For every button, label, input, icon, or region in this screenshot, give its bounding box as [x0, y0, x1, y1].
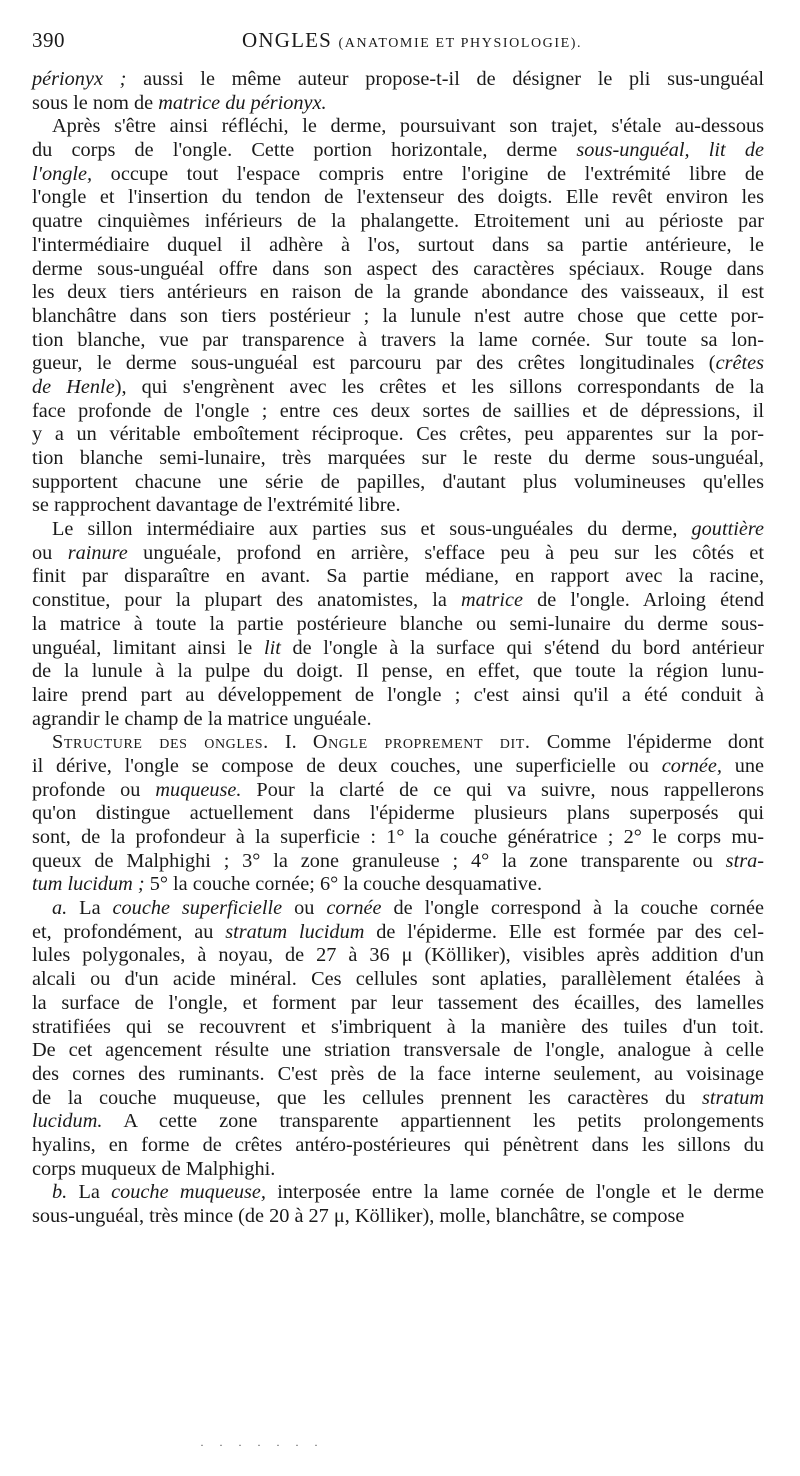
text-span: gueur, le derme sous-unguéal est parcouru par des crêtes longitudinales (	[32, 352, 716, 375]
text-line	[32, 1016, 764, 1040]
italic-span: stratum	[702, 1086, 764, 1109]
text-line	[32, 376, 764, 400]
text-span: aussi le même auteur propose-t-il de désigner le pli sus-unguéal	[126, 68, 764, 90]
text-span: Comme l'épiderme dont	[530, 731, 764, 754]
text-span: unguéal, limitant ainsi le	[32, 636, 264, 659]
text-span: tion blanche, vue par transparence à travers la lame cornée. Sur toute sa lon-	[32, 328, 764, 351]
italic-span: sous-unguéal, lit de	[576, 139, 764, 162]
text-span: La	[67, 1181, 112, 1204]
text-span: il dérive, l'ongle se compose de deux couches, une superficielle ou	[32, 754, 662, 777]
italic-span: muqueuse.	[155, 778, 242, 801]
text-span: agrandir le champ de la matrice unguéale.	[32, 707, 372, 730]
text-line	[32, 471, 764, 495]
italic-span: lit	[263, 636, 281, 659]
italic-span: couche muqueuse,	[111, 1181, 267, 1204]
text-span: corps muqueux de Malphighi.	[32, 1157, 276, 1180]
text-line	[32, 139, 764, 163]
text-span: Pour la clarté de ce qui va suivre, nous rappellerons	[241, 778, 765, 801]
text-span: et, profondément, au	[32, 920, 226, 943]
text-line	[32, 1087, 764, 1111]
text-line	[32, 447, 764, 471]
italic-span: stratum lucidum	[225, 920, 365, 943]
text-span: de l'ongle correspond à la couche cornée	[381, 897, 764, 920]
text-span: Après s'être ainsi réfléchi, le derme, poursuivant son trajet, s'étale au-dessous	[52, 115, 764, 138]
italic-span: l'ongle,	[32, 162, 93, 185]
running-title	[242, 28, 582, 53]
text-span: occupe tout l'espace compris entre l'origine de l'extrémité libre de	[92, 162, 764, 185]
text-span: y a un véritable emboîtement réciproque. Ces crêtes, peu apparentes sur la por-	[32, 423, 764, 446]
text-line	[32, 115, 764, 139]
text-line	[32, 234, 764, 258]
text-span: face profonde de l'ongle ; entre ces deux sortes de saillies et de dépressions, il	[32, 399, 764, 422]
text-span: unguéale, profond en arrière, s'efface peu à peu sur les côtés et	[127, 541, 764, 564]
text-line	[32, 637, 764, 661]
text-line	[32, 1063, 764, 1087]
text-span: alcali ou d'un acide minéral. Ces cellules sont aplaties, parallèlement étalées à	[32, 968, 764, 991]
text-line	[32, 589, 764, 613]
text-span: l'ongle et l'insertion du tendon de l'extenseur des doigts. Elle revêt environ les	[32, 186, 764, 209]
text-span: la surface de l'ongle, et forment par leur tassement des écailles, des lamelles	[32, 991, 764, 1014]
text-line	[32, 731, 764, 755]
text-line	[32, 210, 764, 234]
text-line	[32, 518, 764, 542]
text-span: tion blanche semi-lunaire, très marquées sur le reste du derme sous-unguéal,	[32, 447, 764, 469]
text-span: de l'épiderme. Elle est formée par des cel-	[364, 920, 764, 943]
text-span: Le sillon intermédiaire aux parties sus et sous-unguéales du derme,	[52, 518, 692, 541]
text-line	[32, 329, 764, 353]
italic-span: de Henle	[32, 375, 115, 398]
text-line	[32, 897, 764, 921]
text-span: supportent chacune une série de papilles, d'autant plus volumineuses qu'elles	[32, 470, 764, 493]
text-line	[32, 613, 764, 637]
text-line	[32, 92, 764, 116]
text-line	[32, 708, 764, 732]
text-line	[32, 873, 764, 897]
italic-span: gouttière	[691, 518, 764, 541]
text-span: I.	[268, 731, 313, 754]
italic-span: couche superficielle	[112, 897, 283, 920]
italic-span: crêtes	[715, 352, 764, 375]
text-span: des cornes des ruminants. C'est près de la face interne seulement, au voisinage	[32, 1062, 764, 1085]
italic-span: matrice	[461, 589, 523, 612]
text-span: blanchâtre dans son tiers postérieur ; la lunule n'est autre chose que cette por-	[32, 304, 764, 327]
text-span: hyalins, en forme de crêtes antéro-postérieures qui pénètrent dans les sillons du	[32, 1133, 764, 1156]
text-line	[32, 992, 764, 1016]
text-span: sous-unguéal, très mince (de 20 à 27 μ, Kölliker), molle, blanchâtre, se compose	[32, 1205, 685, 1227]
text-span: se rapprochent davantage de l'extrémité libre.	[32, 494, 401, 517]
text-span: La	[67, 897, 113, 920]
text-span: A cette zone transparente appartiennent les petits prolongements	[102, 1110, 764, 1133]
text-span: du corps de l'ongle. Cette portion horizontale, derme	[32, 139, 577, 162]
text-line	[32, 423, 764, 447]
text-span: les deux tiers antérieurs en raison de la grande abondance des vaisseaux, il est	[32, 281, 764, 304]
italic-span: tum lucidum ;	[32, 873, 145, 896]
text-span: derme sous-unguéal offre dans son aspect des caractères spéciaux. Rouge dans	[32, 257, 764, 280]
text-line	[32, 1110, 764, 1134]
italic-span: cornée	[326, 897, 382, 920]
italic-span: rainure	[67, 541, 128, 564]
text-span: finit par disparaître en avant. Sa partie médiane, en rapport avec la racine,	[32, 565, 764, 588]
text-line	[32, 186, 764, 210]
text-span: de l'ongle à la surface qui s'étend du bord antérieur	[280, 636, 764, 659]
text-line	[32, 826, 764, 850]
text-line	[32, 684, 764, 708]
running-title-subtitle: (ANATOMIE ET PHYSIOLOGIE).	[338, 36, 583, 51]
italic-span: a.	[52, 897, 68, 920]
text-span: constitue, pour la plupart des anatomistes, la	[32, 589, 462, 612]
text-span: lules polygonales, à noyau, de 27 à 36 μ (Kölliker), visibles après addition d'un	[32, 944, 764, 967]
text-line	[32, 565, 764, 589]
text-span: de l'ongle. Arloing étend	[522, 589, 764, 612]
italic-span: lucidum.	[32, 1110, 103, 1133]
text-span: une	[721, 754, 765, 777]
text-span: l'intermédiaire duquel il adhère à l'os, surtout dans sa partie antérieure, le	[32, 233, 764, 256]
small-caps-heading: Structure des ongles.	[52, 731, 269, 754]
text-span: ou	[32, 541, 68, 564]
text-line	[32, 779, 764, 803]
footer-marks: · · · · · · ·	[200, 1438, 324, 1452]
italic-span: matrice du périonyx.	[158, 91, 327, 114]
text-line	[32, 944, 764, 968]
running-header	[30, 28, 770, 58]
italic-span: périonyx ;	[32, 68, 127, 90]
text-line	[32, 400, 764, 424]
page-number: 390	[32, 28, 65, 52]
text-line	[32, 1134, 764, 1158]
text-line	[32, 802, 764, 826]
text-span: qu'on distingue actuellement dans l'épiderme plusieurs plans superposés qui	[32, 802, 764, 825]
text-span: ou	[282, 897, 327, 920]
text-line	[32, 660, 764, 684]
text-span: de la lunule à la pulpe du doigt. Il pense, en effet, que toute la région lunu-	[32, 660, 764, 683]
text-span: stratifiées qui se recouvrent et s'imbriquent à la manière des tuiles d'un toit.	[32, 1015, 764, 1038]
small-caps-heading: Ongle proprement dit.	[312, 731, 531, 754]
text-line	[32, 755, 764, 779]
italic-span: b.	[52, 1181, 68, 1204]
text-span: sous le nom de	[32, 91, 159, 114]
text-span: laire prend part au développement de l'ongle ; c'est ainsi qu'il a été conduit à	[32, 683, 764, 706]
text-line	[32, 494, 764, 518]
text-line	[32, 542, 764, 566]
text-line	[32, 68, 764, 92]
text-span: interposée entre la lame cornée de l'ongle et le derme	[266, 1181, 765, 1204]
text-line	[32, 968, 764, 992]
text-line	[32, 921, 764, 945]
text-line	[32, 352, 764, 376]
text-line	[32, 258, 764, 282]
text-line	[32, 1205, 764, 1229]
text-line	[32, 1158, 764, 1182]
text-span: quatre cinquièmes inférieurs de la phalangette. Etroitement uni au périoste par	[32, 210, 764, 233]
text-line	[32, 281, 764, 305]
text-span: la matrice à toute la partie postérieure blanche ou semi-lunaire du derme sous-	[32, 612, 764, 635]
text-line	[32, 1039, 764, 1063]
running-title-main: ONGLES	[242, 28, 333, 52]
text-span: 5° la couche cornée; 6° la couche desquamative.	[144, 873, 543, 896]
text-span: de la couche muqueuse, que les cellules prennent les caractères du	[32, 1086, 703, 1109]
text-line	[32, 1181, 764, 1205]
text-span: queux de Malphighi ; 3° la zone granuleuse ; 4° la zone transparente ou	[32, 849, 726, 872]
text-line	[32, 163, 764, 187]
text-span: sont, de la profondeur à la superficie : 1° la couche génératrice ; 2° le corps mu-	[32, 826, 764, 848]
body-text	[32, 68, 764, 1229]
italic-span: stra-	[725, 849, 764, 872]
text-span: ), qui s'engrènent avec les crêtes et les sillons correspondants de la	[114, 375, 765, 398]
text-line	[32, 305, 764, 329]
italic-span: cornée,	[661, 754, 722, 777]
text-span: De cet agencement résulte une striation transversale de l'ongle, analogue à celle	[32, 1039, 764, 1062]
text-span: profonde ou	[32, 778, 156, 801]
text-line	[32, 850, 764, 874]
